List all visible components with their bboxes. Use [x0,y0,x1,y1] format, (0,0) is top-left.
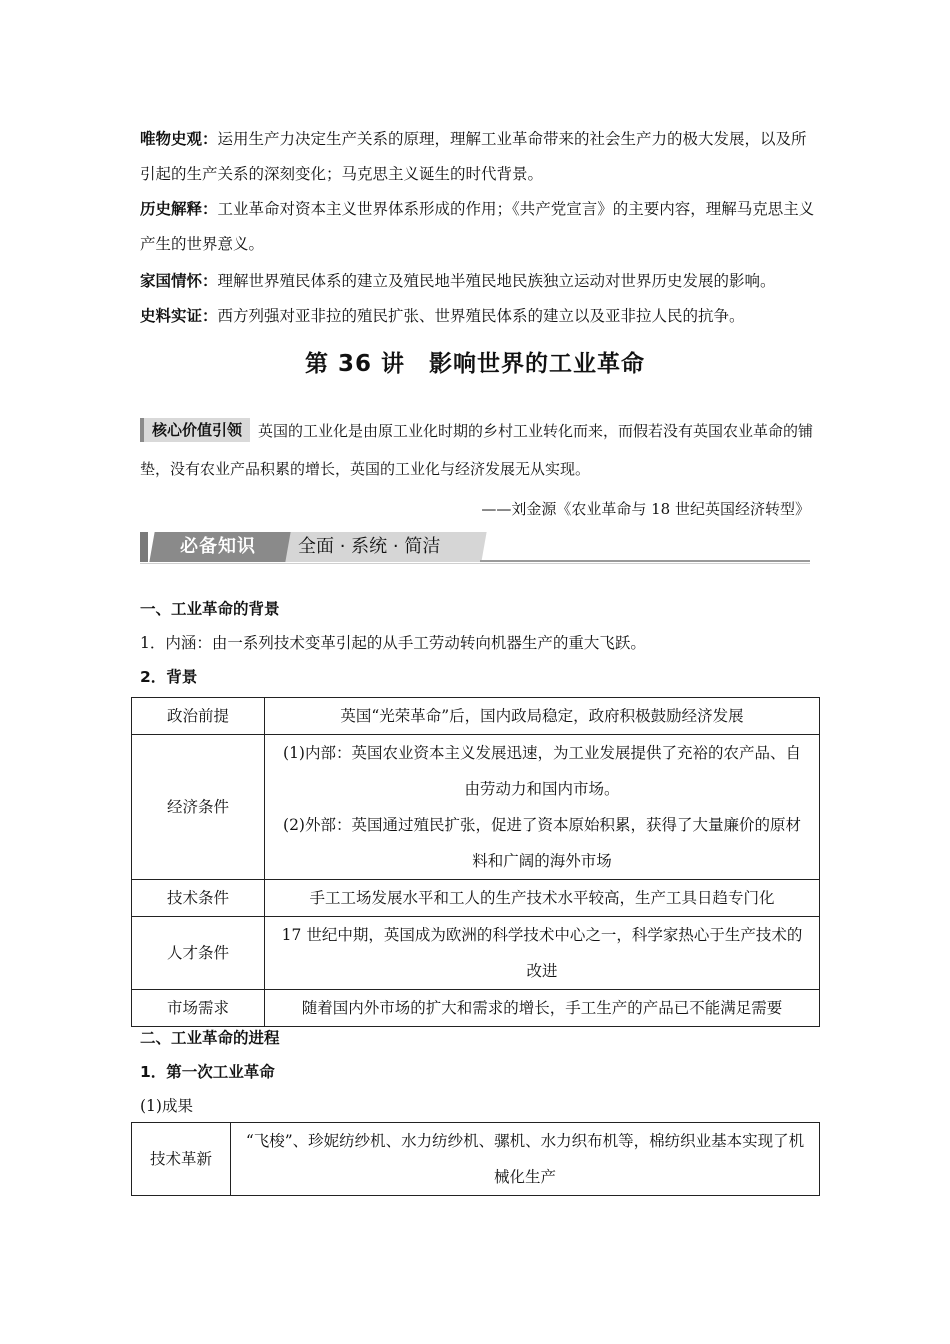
results-table [131,1122,820,1196]
literacy-text: 工业革命对资本主义世界体系形成的作用；《共产党宣言》的主要内容，理解马克思主义产生的世界意义。 [140,200,815,253]
table-value: 英国“光荣革命”后，国内政局稳定，政府积极鼓励经济发展 [265,698,820,735]
banner-subtag-label: 全面 · 系统 · 简洁 [298,536,441,557]
section1-heading: 一、工业革命的背景 [140,600,280,618]
literacy-text: 西方列强对亚非拉的殖民扩张、世界殖民体系的建立以及亚非拉人民的抗争。 [217,307,745,325]
section-banner [140,530,810,564]
table-row [132,1123,820,1196]
table-value: 手工工场发展水平和工人的生产技术水平较高，生产工具日趋专门化 [265,880,820,917]
background-table [131,697,820,1027]
banner-bar [140,532,148,562]
table-row [132,735,820,880]
core-value-text: 英国的工业化是由原工业化时期的乡村工业转化而来，而假若没有英国农业革命的铺垫，没有农业产品积累的增长，英国的工业化与经济发展无从实现。 [140,422,814,478]
literacy-label: 唯物史观： [140,130,218,148]
table-row [132,917,820,990]
core-value-block [140,412,820,488]
table-value-part: (2)外部：英国通过殖民扩张，促进了资本原始积累，获得了大量廉价的原材料和广阔的海外市场 [283,816,801,870]
table-key: 人才条件 [132,917,265,990]
literacy-evidence [140,299,820,334]
table-value: “飞梭”、珍妮纺纱机、水力纺纱机、骡机、水力织布机等，棉纺织业基本实现了机械化生产 [231,1123,820,1196]
section1-item1 [140,631,646,653]
banner-tag-label: 必备知识 [180,536,256,557]
item-label: 1．第一次工业革命 [140,1063,275,1081]
table-key: 技术条件 [132,880,265,917]
literacy-patriotism [140,264,820,299]
banner-rule [480,560,810,562]
table-key: 政治前提 [132,698,265,735]
table-value: 随着国内外市场的扩大和需求的增长，手工生产的产品已不能满足需要 [265,990,820,1027]
quote-source: ——刘金源《农业革命与 18 世纪英国经济转型》 [481,500,810,518]
section2-item1 [140,1060,275,1082]
banner-rule-light [140,563,810,564]
table-value: 17 世纪中期，英国成为欧洲的科学技术中心之一，科学家热心于生产技术的改进 [265,917,820,990]
section2-heading: 二、工业革命的进程 [140,1029,280,1047]
table-row [132,990,820,1027]
item-label: 2．背景 [140,668,198,686]
table-value-part: (1)内部：英国农业资本主义发展迅速，为工业发展提供了充裕的农产品、自由劳动力和国内市场。 [283,744,801,798]
table-value [265,735,820,880]
literacy-label: 家国情怀： [140,272,218,290]
core-value-tag: 核心价值引领 [140,418,250,442]
literacy-label: 史料实证： [140,307,218,325]
table-row [132,698,820,735]
literacy-text: 理解世界殖民体系的建立及殖民地半殖民地民族独立运动对世界历史发展的影响。 [217,272,776,290]
literacy-label: 历史解释： [140,200,218,218]
section1-item2 [140,665,197,687]
section2-sub1: (1)成果 [140,1097,193,1115]
table-key: 市场需求 [132,990,265,1027]
literacy-materialism [140,122,820,192]
lecture-title: 第 36 讲 影响世界的工业革命 [304,351,646,377]
item-text: 由一系列技术变革引起的从手工劳动转向机器生产的重大飞跃。 [211,634,646,652]
table-key: 经济条件 [132,735,265,880]
table-row [132,880,820,917]
literacy-interpretation [140,192,820,262]
table-key: 技术革新 [132,1123,231,1196]
item-label: 1．内涵： [140,634,212,652]
literacy-text: 运用生产力决定生产关系的原理，理解工业革命带来的社会生产力的极大发展，以及所引起的生产关系的深刻变化；马克思主义诞生的时代背景。 [140,130,807,183]
